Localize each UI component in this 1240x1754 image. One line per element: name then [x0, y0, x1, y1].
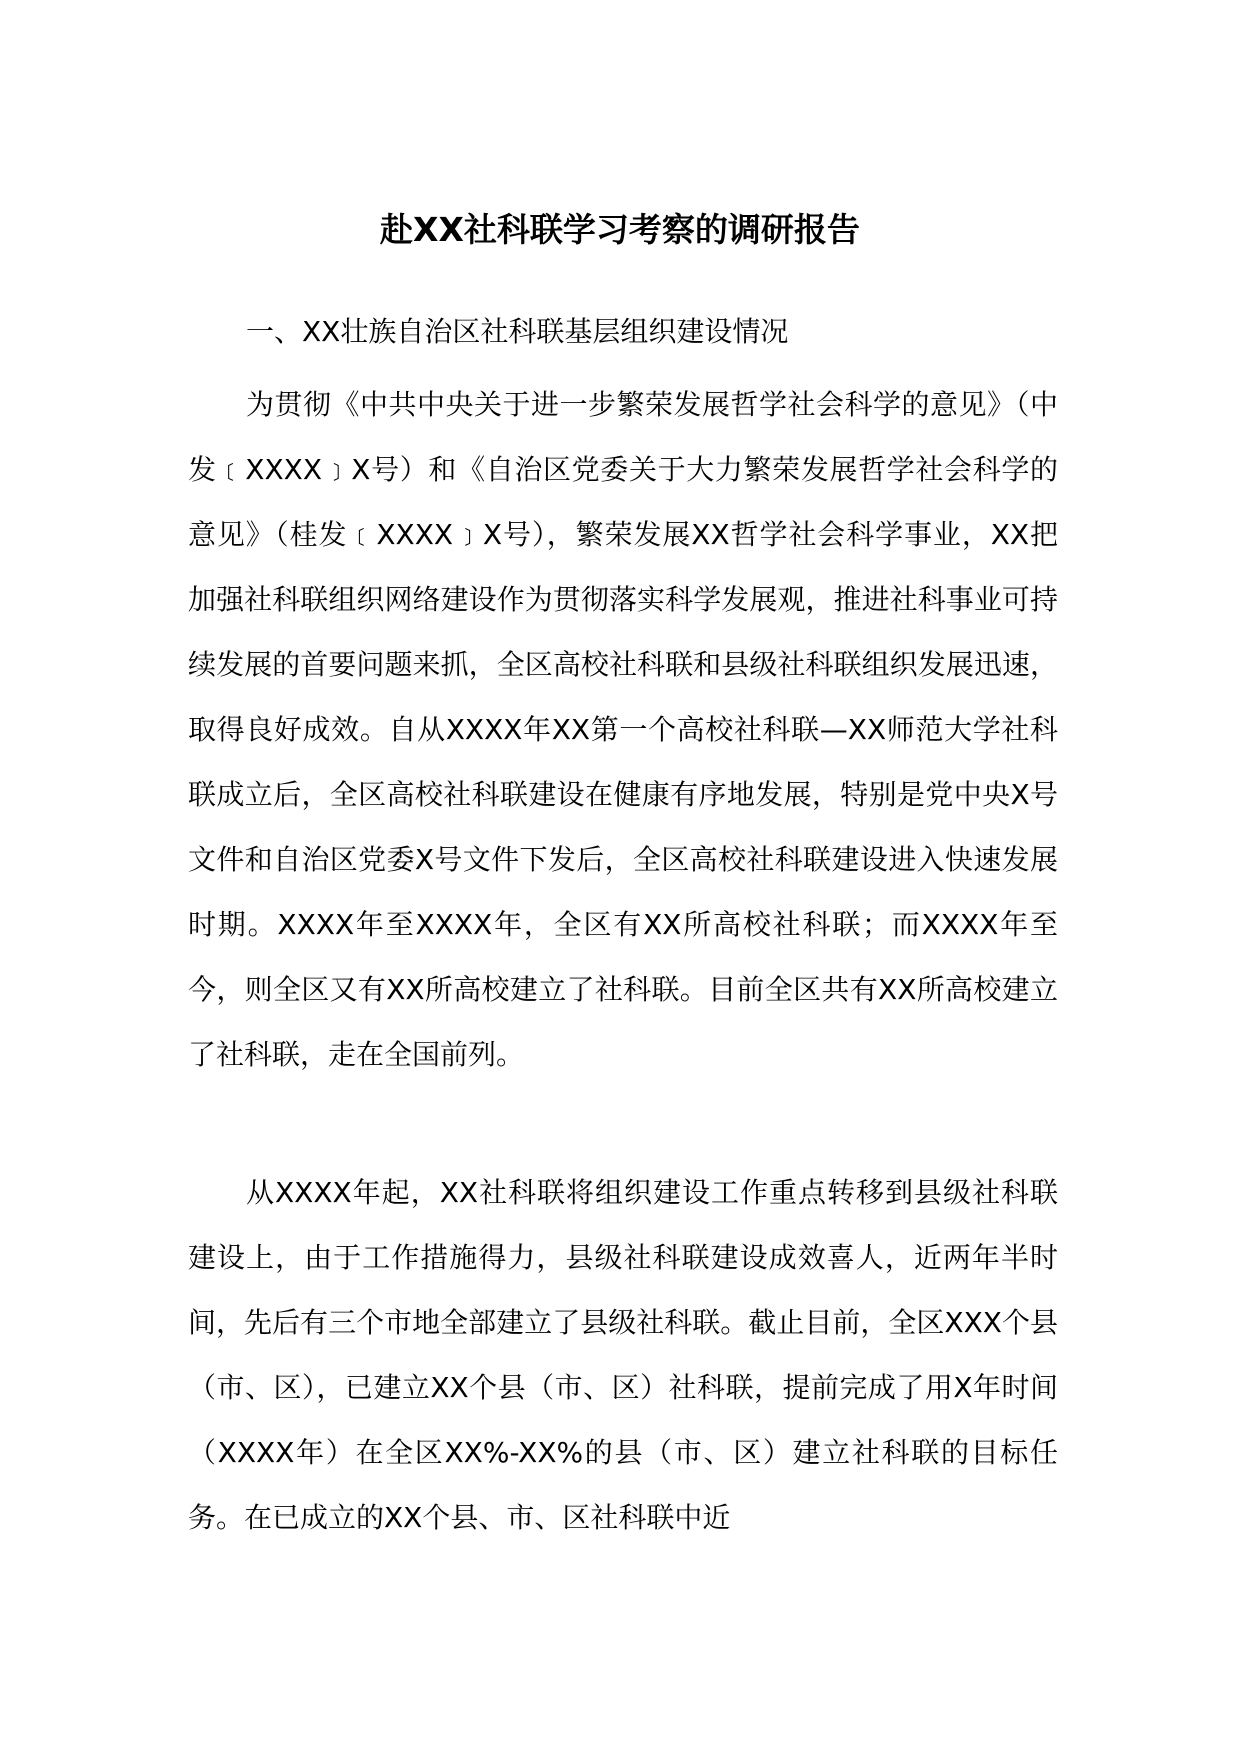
document-title: 赴XX社科联学习考察的调研报告 — [380, 210, 860, 249]
section-heading: 一、XX壮族自治区社科联基层组织建设情况 — [246, 315, 789, 348]
paragraph-1: 为贯彻《中共中央关于进一步繁荣发展哲学社会科学的意见》（中发﹝XXXX﹞X号）和《自治区党委关于大力繁荣发展哲学社会科学的意见》（桂发﹝XXXX﹞X号），繁荣发展XX哲学社会科学事业，XX把加强社科联组织网络建设作为贯彻落实科学发展观，推进社科事业可持续发展的首要问题来抓，全区高校社科联和县级社科联组织发展迅速，取得良好成效。自从XXXX年XX第一个高校社科联—XX师范大学社科联成立后，全区高校社科联建设在健康有序地发展，特别是党中央X号文件和自治区党委X号文件下发后，全区高校社科联建设进入快速发展时期。XXXX年至XXXX年，全区有XX所高校社科联；而XXXX年至今，则全区又有XX所高校建立了社科联。目前全区共有XX所高校建立了社科联，走在全国前列。 — [188, 388, 1058, 1071]
paragraph-2: 从XXXX年起，XX社科联将组织建设工作重点转移到县级社科联建设上，由于工作措施得力，县级社科联建设成效喜人，近两年半时间，先后有三个市地全部建立了县级社科联。截止目前，全区XXX个县（市、区），已建立XX个县（市、区）社科联，提前完成了用X年时间（XXXX年）在全区XX%-XX%的县（市、区）建立社科联的目标任务。在已成立的XX个县、市、区社科联中近 — [188, 1176, 1058, 1534]
